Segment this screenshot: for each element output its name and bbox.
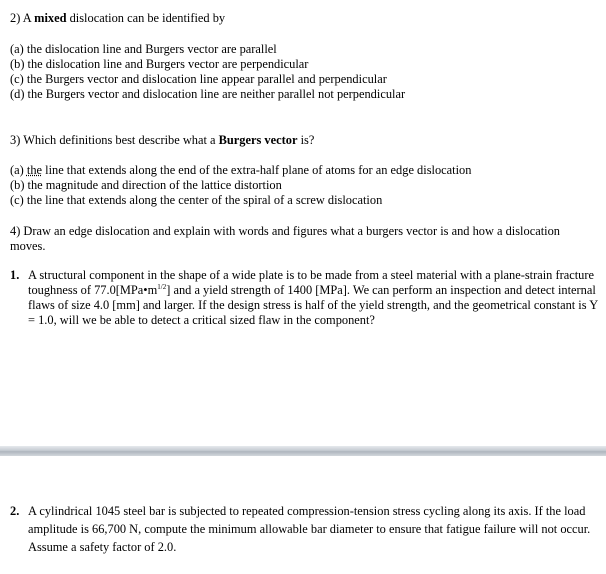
q3-option-a xyxy=(10,163,471,178)
problem-1-number: 1. xyxy=(10,268,20,282)
q2-option-d: (d) the Burgers vector and dislocation line are neither parallel not perpendicular xyxy=(10,87,406,101)
problem-1-text-a: A structural component in the shape of a wide plate is to be made from a steel material with a plane-strain fracture toughness of 77.0[MPa•m xyxy=(28,268,594,297)
q3-stem xyxy=(10,133,314,148)
q2-stem-bold: mixed xyxy=(34,11,67,25)
problem-2-text: A cylindrical 1045 steel bar is subjected to repeated compression-tension stress cycling along its axis. If the load amplitude is 66,700 N, compute the minimum allowable bar diameter to ensure that fatigue failure will not occur. Assume a safety factor of 2.0. xyxy=(28,504,591,554)
q2-stem-pre: A xyxy=(22,11,32,25)
q3-stem-pre: 3) Which definitions best describe what a xyxy=(10,133,216,147)
q2-option-a: (a) the dislocation line and Burgers vector are parallel xyxy=(10,42,277,56)
q2-stem xyxy=(10,11,225,26)
q4-line1: 4) Draw an edge dislocation and explain with words and figures what a burgers vector is and how a dislocation xyxy=(10,224,560,238)
q2-stem-post: dislocation can be identified by xyxy=(69,11,226,25)
q3-option-b: (b) the magnitude and direction of the lattice distortion xyxy=(10,178,282,192)
q3-option-a-rest: line that extends along the end of the extra-half plane of atoms for an edge dislocation xyxy=(45,163,472,177)
q2-number: 2) xyxy=(10,11,21,25)
problem-1-text xyxy=(28,268,604,328)
section-divider xyxy=(0,446,606,456)
problem-2-number: 2. xyxy=(10,504,20,518)
q3-option-a-underlined: the xyxy=(26,163,43,177)
q2-option-c: (c) the Burgers vector and dislocation line appear parallel and perpendicular xyxy=(10,72,387,86)
problem-1-text-b: ] and a yield strength of 1400 [MPa]. We can perform an inspection and detect internal flaws of size 4.0 [mm] and larger. If the design stress is half of the yield strength, and the geometrical constant is Y = 1.0, will we be able to detect a critical sized flaw in the component? xyxy=(28,283,598,327)
q3-stem-post: is? xyxy=(300,133,315,147)
q3-stem-bold: Burgers vector xyxy=(218,133,298,147)
problem-1-sup: 1/2 xyxy=(157,282,167,291)
q3-option-a-prefix: (a) xyxy=(10,163,24,177)
q4-line2: moves. xyxy=(10,239,46,253)
q3-option-c: (c) the line that extends along the center of the spiral of a screw dislocation xyxy=(10,193,383,207)
q2-option-b: (b) the dislocation line and Burgers vector are perpendicular xyxy=(10,57,309,71)
